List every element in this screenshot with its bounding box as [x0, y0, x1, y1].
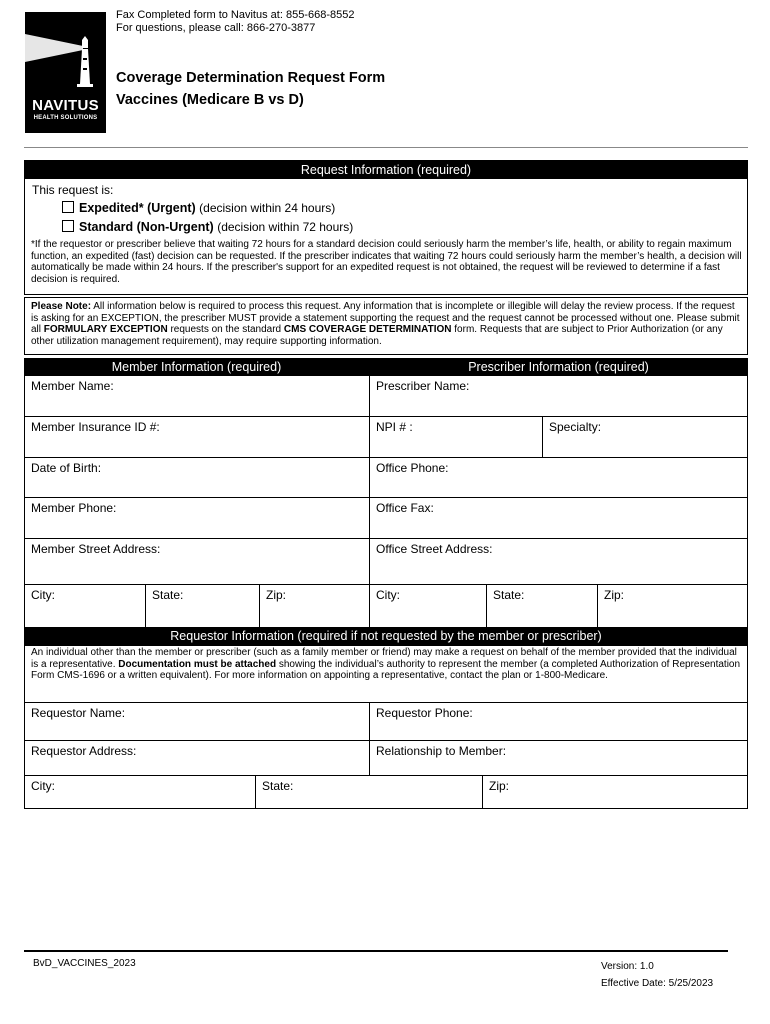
relationship-field[interactable]: Relationship to Member: [369, 740, 748, 776]
prescriber-npi-field[interactable]: NPI # : [369, 416, 543, 458]
version: Version: 1.0 [601, 961, 654, 972]
requestor-text-2: showing the individual’s authority to represent the member (a completed Authorization of Representation Form CMS-1696 or a written equivalent). For more information on appointing a representative, contact the plan or 1-800-Medicare. [31, 658, 741, 682]
requestor-zip-field[interactable]: Zip: [482, 775, 748, 809]
form-id: BvD_VACCINES_2023 [33, 958, 136, 969]
requestor-city-field[interactable]: City: [24, 775, 256, 809]
fax-info [116, 9, 354, 35]
standard-note: (decision within 72 hours) [217, 220, 354, 234]
expedited-footnote: *If the requestor or prescriber believe that waiting 72 hours for a standard decision could seriously harm the member’s life, health, or ability to regain maximum function, an expedited (fast) decision can be requested. If the prescriber indicates that waiting 72 hours could seriously harm the member’s health, a decision will automatically be made within 24 hours. If the prescriber's support for an expedited request is not obtained, the request will be reviewed to determine if a fast decision is required. [31, 239, 742, 286]
please-note-text-2: requests on the standard [167, 324, 284, 336]
requestor-info-heading: Requestor Information (required if not requested by the member or prescriber) [24, 627, 748, 645]
request-info-section [24, 160, 748, 295]
expedited-checkbox[interactable] [62, 201, 74, 213]
member-city-field[interactable]: City: [24, 584, 146, 628]
please-note-label: Please Note: [31, 301, 92, 312]
footer-divider [24, 950, 728, 952]
please-note-section [24, 297, 748, 355]
requestor-name-field[interactable]: Requestor Name: [24, 702, 370, 741]
requestor-bold: Documentation must be attached [118, 658, 277, 670]
please-note-text-3: form. Requests that are subject to Prior Authorization (or any other utilization management requirement), may require supporting information. [31, 324, 723, 348]
office-state-field[interactable]: State: [486, 584, 598, 628]
requestor-phone-field[interactable]: Requestor Phone: [369, 702, 748, 741]
standard-label: Standard (Non-Urgent) [79, 220, 214, 234]
fax-line: Fax Completed form to Navitus at: 855-668-8552 [116, 9, 355, 21]
member-name-field[interactable]: Member Name: [24, 375, 370, 417]
member-insurance-id-field[interactable]: Member Insurance ID #: [24, 416, 370, 458]
member-info-heading: Member Information (required) [24, 358, 369, 376]
request-intro: This request is: [32, 183, 114, 197]
requestor-description [24, 645, 748, 703]
title-line-2: Vaccines (Medicare B vs D) [116, 92, 304, 108]
effective-date: Effective Date: 5/25/2023 [601, 978, 714, 989]
prescriber-name-field[interactable]: Prescriber Name: [369, 375, 748, 417]
expedited-label: Expedited* (Urgent) [79, 201, 196, 215]
please-note-bold-2: CMS COVERAGE DETERMINATION [283, 324, 452, 336]
please-note-bold-1: FORMULARY EXCEPTION [43, 324, 168, 336]
prescriber-info-heading: Prescriber Information (required) [369, 358, 748, 376]
requestor-state-field[interactable]: State: [255, 775, 483, 809]
office-city-field[interactable]: City: [369, 584, 487, 628]
member-state-field[interactable]: State: [145, 584, 260, 628]
expedited-note: (decision within 24 hours) [199, 201, 336, 215]
office-zip-field[interactable]: Zip: [597, 584, 748, 628]
requestor-text-1: An individual other than the member or prescriber (such as a family member or friend) may make a request on behalf of the member provided that the individual is a representative. [31, 647, 737, 670]
member-street-field[interactable]: Member Street Address: [24, 538, 370, 585]
member-zip-field[interactable]: Zip: [259, 584, 370, 628]
request-info-heading: Request Information (required) [25, 161, 747, 179]
member-dob-field[interactable]: Date of Birth: [24, 457, 370, 498]
logo-subtext: HEALTH SOLUTIONS [33, 115, 98, 121]
office-phone-field[interactable]: Office Phone: [369, 457, 748, 498]
prescriber-specialty-field[interactable]: Specialty: [542, 416, 748, 458]
form-title [116, 67, 385, 111]
please-note-text-1: All information below is required to process this request. Any information that is incomplete or illegible will delay the review process. If the request is asking for an EXCEPTION, the prescriber MUST provide a statement supporting the request and the request cannot be processed without one. Please submit all [31, 301, 740, 336]
member-phone-field[interactable]: Member Phone: [24, 497, 370, 539]
logo-wordmark: NAVITUS [32, 97, 99, 114]
header-divider [24, 147, 748, 148]
version-info [601, 958, 713, 992]
office-street-field[interactable]: Office Street Address: [369, 538, 748, 585]
option-standard[interactable] [62, 220, 353, 234]
standard-checkbox[interactable] [62, 220, 74, 232]
phone-line: For questions, please call: 866-270-3877 [116, 22, 316, 34]
title-line-1: Coverage Determination Request Form [116, 70, 386, 86]
requestor-address-field[interactable]: Requestor Address: [24, 740, 370, 776]
navitus-logo [25, 12, 106, 133]
option-expedited[interactable] [62, 201, 335, 215]
office-fax-field[interactable]: Office Fax: [369, 497, 748, 539]
